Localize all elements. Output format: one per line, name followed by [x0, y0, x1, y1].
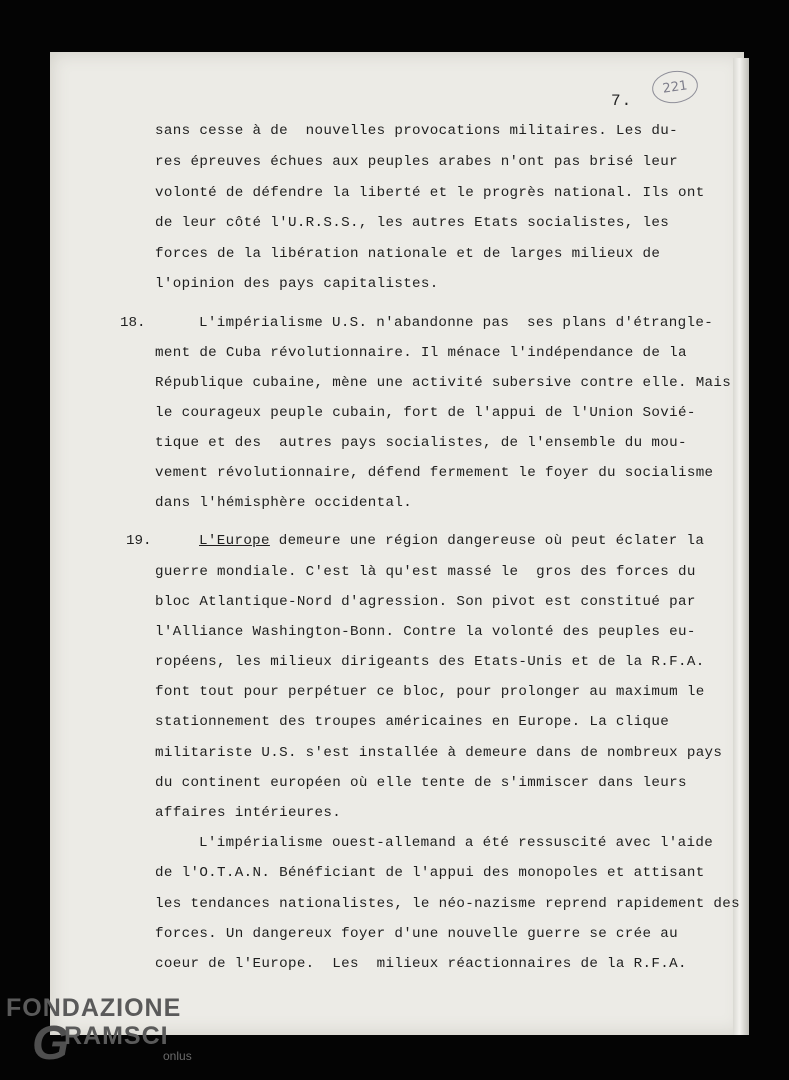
text-line: les tendances nationalistes, le néo-nazisme reprend rapidement des: [155, 896, 741, 912]
text-line: bloc Atlantique-Nord d'agression. Son pivot est constitué par: [155, 594, 696, 610]
text-line: vement révolutionnaire, défend fermement le foyer du socialisme: [155, 465, 714, 481]
text-line: de leur côté l'U.R.S.S., les autres Etats socialistes, les: [155, 215, 670, 231]
text-line: [199, 530, 704, 552]
logo-onlus: onlus: [163, 1049, 192, 1063]
text-line: tique et des autres pays socialistes, de l'ensemble du mou-: [155, 435, 687, 451]
underlined-heading: L'Europe: [199, 533, 270, 549]
text-line: le courageux peuple cubain, fort de l'appui de l'Union Sovié-: [155, 405, 696, 421]
text-line: guerre mondiale. C'est là qu'est massé le gros des forces du: [155, 564, 696, 580]
text-line: ment de Cuba révolutionnaire. Il ménace l'indépendance de la: [155, 345, 687, 361]
text-line: font tout pour perpétuer ce bloc, pour prolonger au maximum le: [155, 684, 705, 700]
text-line: l'opinion des pays capitalistes.: [155, 276, 439, 292]
text-line: forces de la libération nationale et de larges milieux de: [155, 246, 661, 262]
text-line: du continent européen où elle tente de s'immiscer dans leurs: [155, 775, 687, 791]
logo-g-letter: G: [32, 1017, 70, 1070]
logo-text-line2: RAMSCI: [64, 1022, 169, 1050]
text-line: sans cesse à de nouvelles provocations militaires. Les du-: [155, 123, 678, 139]
text-line: forces. Un dangereux foyer d'une nouvelle guerre se crée au: [155, 926, 678, 942]
paragraph-number: 19.: [126, 533, 152, 549]
fondazione-gramsci-logo: [6, 994, 206, 1074]
text-line: L'impérialisme ouest-allemand a été ressuscité avec l'aide: [199, 835, 714, 851]
text-span: demeure une région dangereuse où peut éclater la: [269, 533, 705, 549]
text-line: volonté de défendre la liberté et le progrès national. Ils ont: [155, 185, 705, 201]
text-line: militariste U.S. s'est installée à demeure dans de nombreux pays: [155, 745, 723, 761]
paragraph-number: 18.: [120, 315, 146, 331]
text-line: dans l'hémisphère occidental.: [155, 495, 413, 511]
text-line: L'impérialisme U.S. n'abandonne pas ses plans d'étrangle-: [199, 315, 714, 331]
stamp-number: 221: [661, 77, 689, 97]
text-line: stationnement des troupes américaines en Europe. La clique: [155, 714, 670, 730]
text-line: de l'O.T.A.N. Bénéficiant de l'appui des monopoles et attisant: [155, 865, 705, 881]
text-line: res épreuves échues aux peuples arabes n'ont pas brisé leur: [155, 154, 678, 170]
text-line: affaires intérieures.: [155, 805, 342, 821]
text-line: l'Alliance Washington-Bonn. Contre la volonté des peuples eu-: [155, 624, 696, 640]
text-line: ropéens, les milieux dirigeants des Etats-Unis et de la R.F.A.: [155, 654, 705, 670]
logo-text-line1: FONDAZIONE: [6, 994, 182, 1022]
text-line: coeur de l'Europe. Les milieux réactionnaires de la R.F.A.: [155, 956, 687, 972]
page-edge: [733, 58, 749, 1035]
page-number: 7.: [611, 92, 633, 110]
text-line: République cubaine, mène une activité subersive contre elle. Mais: [155, 375, 732, 391]
